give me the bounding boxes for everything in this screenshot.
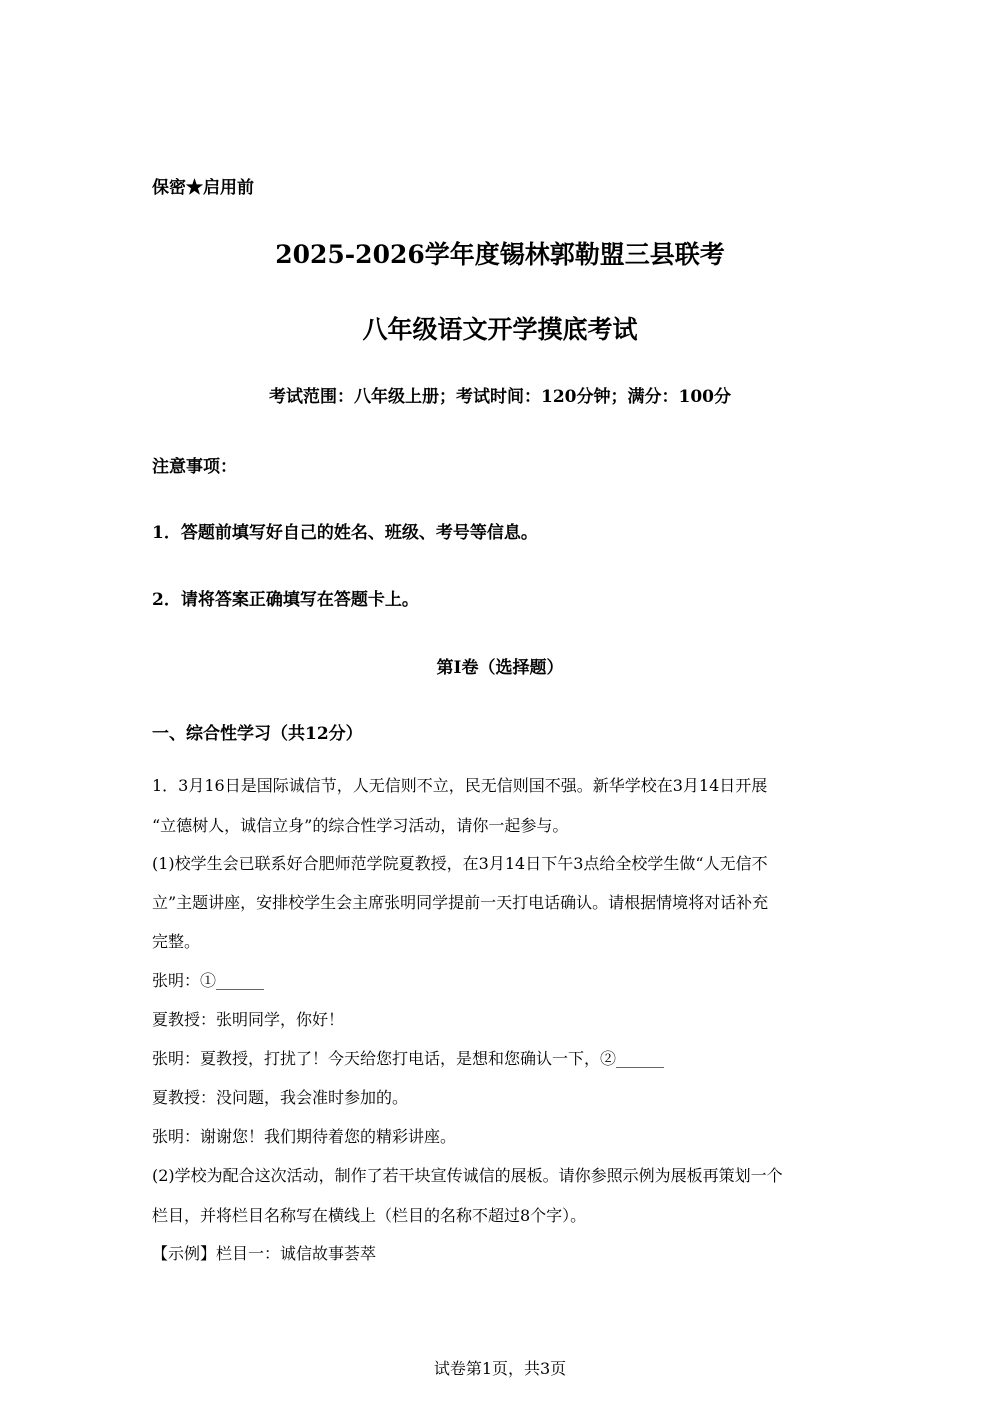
question-line: 栏目，并将栏目名称写在横线上（栏目的名称不超过8个字）。 [152,1206,587,1225]
question-line: 1．3月16日是国际诚信节，人无信则不立，民无信则国不强。新华学校在3月14日开展 [152,776,768,795]
volume-title: 第I卷（选择题） [436,658,564,678]
example-line: 【示例】栏目一：诚信故事荟萃 [152,1244,377,1263]
section-title: 一、综合性学习（共12分） [152,724,363,744]
question-line: “立德树人，诚信立身”的综合性学习活动，请你一起参与。 [152,816,569,835]
dialogue-line: 张明：谢谢您！我们期待着您的精彩讲座。 [152,1127,457,1146]
exam-subtitle: 八年级语文开学摸底考试 [362,315,638,344]
dialogue-line: 张明：夏教授，打扰了！今天给您打电话，是想和您确认一下，②______ [152,1049,665,1068]
note-item: 2．请将答案正确填写在答题卡上。 [152,590,419,610]
notes-heading: 注意事项： [152,457,237,477]
exam-info: 考试范围：八年级上册；考试时间：120分钟；满分：100分 [269,387,731,407]
note-item: 1．答题前填写好自己的姓名、班级、考号等信息。 [152,523,538,543]
dialogue-line: 张明：①______ [152,971,265,990]
question-line: 立”主题讲座，安排校学生会主席张明同学提前一天打电话确认。请根据情境将对话补充 [152,893,769,912]
question-line: (1)校学生会已联系好合肥师范学院夏教授，在3月14日下午3点给全校学生做“人无信不 [152,854,768,873]
exam-title: 2025-2026学年度锡林郭勒盟三县联考 [275,240,725,269]
confidential-label: 保密★启用前 [152,178,254,198]
question-line: (2)学校为配合这次活动，制作了若干块宣传诚信的展板。请你参照示例为展板再策划一个 [152,1166,783,1185]
dialogue-line: 夏教授：张明同学，你好！ [152,1010,345,1029]
page-footer: 试卷第1页，共3页 [433,1359,567,1378]
dialogue-line: 夏教授：没问题，我会准时参加的。 [152,1088,409,1107]
question-line: 完整。 [152,932,201,951]
